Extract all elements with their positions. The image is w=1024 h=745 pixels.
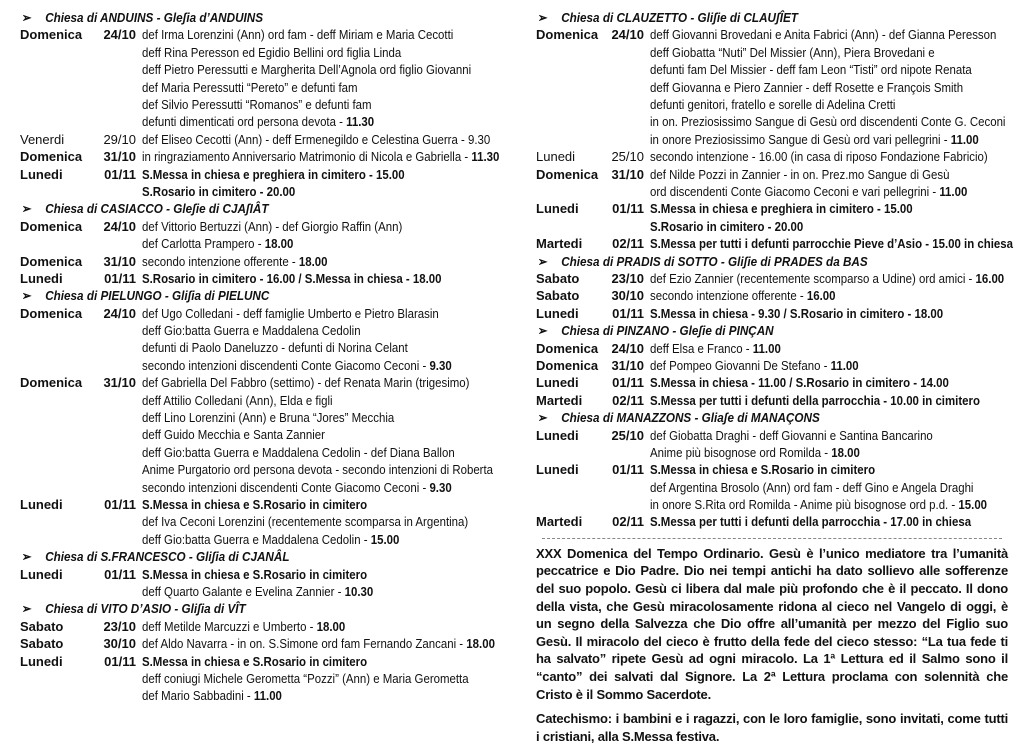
entry-date: 29/10 (103, 131, 136, 147)
intention-line (650, 444, 965, 461)
mass-time: 18.00 (298, 253, 328, 269)
entry-date: 02/11 (612, 392, 644, 408)
intention-line (650, 148, 988, 165)
entry-day: Lunedi (536, 462, 579, 478)
bullet-arrow-icon: ➢ (537, 253, 548, 269)
church-heading (536, 9, 961, 26)
bullet-arrow-icon: ➢ (21, 601, 32, 617)
intention-text: S.Rosario in cimitero - 20.00 (142, 183, 296, 199)
intention-line (650, 461, 987, 478)
intention-text: S.Messa in chiesa e preghiera in cimitero - 15.00 (650, 201, 913, 217)
intention-text: deff Pietro Peressutti e Margherita Dell’Agnola ord figlio Giovanni (142, 62, 472, 78)
church-heading (20, 9, 452, 26)
church-title: Chiesa di PIELUNGO - Gliʃia di PIELUNC (45, 288, 270, 304)
intention-line (142, 409, 493, 426)
intention-text: S.Rosario in cimitero - 16.00 / S.Messa in chiesa - 18.00 (142, 270, 442, 286)
entry-date: 31/10 (103, 253, 136, 269)
entry-day: Domenica (20, 375, 83, 391)
intention-line (142, 218, 457, 235)
bullet-arrow-icon: ➢ (21, 288, 32, 304)
entry-date: 24/10 (611, 27, 644, 43)
entry-intentions (650, 270, 1024, 287)
intention-line (650, 392, 980, 409)
entry-day: Domenica (536, 357, 599, 373)
intention-text: def Argentina Brosolo (Ann) ord fam - deff Gino e Angela Draghi (650, 479, 974, 495)
mass-entry (536, 200, 1008, 235)
bullet-arrow-icon: ➢ (21, 549, 32, 565)
entry-day: Sabato (20, 618, 64, 634)
intention-line (650, 427, 965, 444)
intention-text: S.Messa per tutti i defunti della parrocchia - 17.00 in chiesa (650, 514, 972, 530)
mass-time: 15.00 (370, 531, 400, 547)
intention-text: def Eliseo Cecotti (Ann) - deff Ermenegildo e Celestina Guerra - 9.30 (142, 131, 491, 147)
entry-date: 02/11 (612, 236, 644, 252)
intention-line (142, 166, 457, 183)
right-column (536, 9, 1014, 745)
intention-line (142, 253, 457, 270)
intention-text: def Pompeo Giovanni De Stefano - (650, 357, 831, 373)
entry-day: Domenica (20, 27, 83, 43)
entry-intentions (650, 26, 1024, 148)
church-heading (20, 287, 452, 304)
intention-line (142, 687, 469, 704)
intention-line (142, 635, 495, 652)
intention-line (650, 479, 987, 496)
intention-text: deff Gio:batta Guerra e Maddalena Cedolin - def Diana Ballon (142, 444, 455, 460)
entry-intentions (650, 200, 1008, 235)
intention-text: defunti dimenticati ord persona devota - (142, 114, 347, 130)
intention-line (142, 235, 457, 252)
mass-entry (536, 392, 1008, 409)
section-divider (542, 538, 1002, 539)
mass-time: 11.00 (950, 131, 979, 147)
intention-text: def Giobatta Draghi - deff Giovanni e Santina Bancarino (650, 427, 933, 443)
right-schedule (536, 9, 1014, 531)
church-section (20, 200, 500, 287)
entry-date: 23/10 (103, 618, 136, 634)
mass-time: 18.00 (831, 444, 860, 460)
entry-intentions (650, 166, 1011, 201)
entry-day: Lunedi (20, 497, 63, 512)
intention-line (142, 392, 493, 409)
mass-time: S.Messa in chiesa e S.Rosario in cimitero (142, 497, 368, 512)
mass-entry (20, 131, 500, 148)
mass-time: 10.30 (344, 583, 374, 599)
catechism-notice: Catechismo: i bambini e i ragazzi, con le loro famiglie, sono invitati, come tutti i cristiani, alla S.Messa festiva. (536, 711, 1008, 744)
mass-entry (20, 618, 500, 635)
mass-entry (536, 374, 1008, 391)
entry-date: 02/11 (612, 514, 644, 530)
mass-time: S.Messa in chiesa e S.Rosario in cimitero (142, 566, 368, 582)
mass-entry (536, 427, 1008, 462)
intention-text: secondo intenzione offerente - (142, 253, 299, 269)
entry-date: 01/11 (612, 201, 644, 217)
mass-entry (20, 496, 500, 548)
entry-day: Martedi (536, 236, 583, 252)
intention-line (142, 183, 457, 200)
entry-intentions (650, 392, 1024, 409)
intention-text: deff Metilde Marcuzzi e Umberto - (142, 618, 317, 634)
intention-line (142, 61, 471, 78)
intention-line (650, 374, 965, 391)
bullet-arrow-icon: ➢ (537, 10, 548, 25)
church-section (536, 9, 1014, 253)
intention-line (142, 305, 457, 322)
intention-text: deff Quarto Galante e Evelina Zannier - (142, 583, 345, 599)
entry-day: Domenica (20, 149, 83, 165)
intention-text: deff Giobatta “Nuti” Del Missier (Ann), Piera Brovedani e (650, 44, 935, 60)
entry-date: 01/11 (612, 305, 644, 321)
mass-entry (536, 166, 1008, 201)
intention-text: deff Attilio Colledani (Ann), Elda e figli (142, 392, 333, 408)
church-section (536, 322, 1008, 409)
entry-date: 30/10 (611, 288, 644, 304)
bullet-arrow-icon: ➢ (21, 201, 32, 217)
entry-date: 31/10 (103, 149, 136, 165)
intention-line (650, 235, 1013, 252)
entry-intentions (142, 305, 500, 375)
mass-time: 11.30 (471, 149, 500, 165)
intention-text: deff Gio:batta Guerra e Maddalena Cedolin (142, 323, 361, 339)
intention-line (142, 322, 457, 339)
intention-text: deff Gio:batta Guerra e Maddalena Cedolin - (142, 531, 371, 547)
intention-line (650, 26, 1005, 43)
intention-text: Anime Purgatorio ord persona devota - secondo intenzioni di Roberta (142, 462, 494, 478)
mass-time: 11.00 (830, 357, 859, 373)
intention-text: defunti fam Del Missier - deff fam Leon “Tisti” ord nipote Renata (650, 62, 972, 78)
entry-date: 24/10 (611, 340, 644, 356)
intention-text: def Aldo Navarra - in on. S.Simone ord fam Fernando Zancani - (142, 636, 467, 652)
mass-entry (20, 635, 500, 652)
church-title: Chiesa di S.FRANCESCO - Gliʃia di CJANÂL (45, 549, 290, 565)
mass-entry (536, 235, 1014, 252)
intention-line (142, 131, 490, 148)
entry-day: Lunedi (20, 270, 63, 286)
church-heading (20, 600, 452, 617)
mass-entry (536, 461, 1008, 513)
intention-text: secondo intenzione - 16.00 (in casa di riposo Fondazione Fabricio) (650, 149, 988, 165)
intention-text: deff Giovanni Brovedani e Anita Fabrici (Ann) - def Gianna Peresson (650, 27, 997, 43)
intention-line (650, 496, 987, 513)
intention-text: def Vittorio Bertuzzi (Ann) - def Giorgio Raffin (Ann) (142, 218, 403, 234)
entry-day: Domenica (20, 305, 83, 321)
entry-intentions (142, 148, 548, 165)
entry-date: 01/11 (104, 653, 136, 669)
entry-day: Domenica (20, 218, 83, 234)
entry-date: 25/10 (611, 149, 644, 165)
intention-line (650, 218, 965, 235)
intention-text: deff Lino Lorenzini (Ann) e Bruna “Jores” Mecchia (142, 410, 395, 426)
intention-text: S.Messa in chiesa - 11.00 / S.Rosario in cimitero - 14.00 (650, 375, 949, 391)
mass-entry (20, 148, 500, 165)
intention-text: def Ugo Colledani - deff famiglie Umberto e Pietro Blarasin (142, 305, 439, 321)
entry-intentions (142, 635, 543, 652)
intention-line (142, 531, 468, 548)
intention-line (650, 340, 965, 357)
intention-text: defunti genitori, fratello e sorelle di Adelina Cretti (650, 96, 896, 112)
intention-line (142, 339, 457, 356)
bullet-arrow-icon: ➢ (537, 410, 548, 426)
church-heading (20, 200, 452, 217)
intention-line (142, 44, 471, 61)
entry-intentions (142, 374, 541, 496)
entry-intentions (142, 131, 538, 148)
bullet-arrow-icon: ➢ (21, 10, 32, 25)
intention-text: def Mario Sabbadini - (142, 688, 254, 704)
intention-text: def Carlotta Prampero - (142, 236, 265, 252)
intention-text: in onore Preziosissimo Sangue di Gesù ord vari pellegrini - (650, 131, 951, 147)
entry-date: 24/10 (103, 27, 136, 43)
entry-day: Domenica (536, 27, 599, 43)
mass-entry (20, 218, 500, 253)
intention-line (142, 96, 471, 113)
mass-entry (536, 270, 1008, 287)
intention-line (142, 148, 499, 165)
church-heading (536, 253, 961, 270)
intention-line (142, 374, 493, 391)
entry-intentions (650, 148, 1024, 165)
intention-line (650, 513, 971, 530)
bullet-arrow-icon: ➢ (537, 323, 548, 339)
entry-date: 31/10 (103, 375, 136, 391)
intention-text: defunti di Paolo Daneluzzo - defunti di Norina Celant (142, 340, 408, 356)
entry-day: Sabato (536, 270, 580, 286)
entry-date: 01/11 (612, 462, 644, 478)
entry-intentions (142, 566, 500, 601)
entry-date: 25/10 (611, 427, 644, 443)
entry-date: 01/11 (104, 166, 136, 182)
intention-text: def Irma Lorenzini (Ann) ord fam - deff Miriam e Maria Cecotti (142, 27, 454, 43)
intention-line (142, 426, 493, 443)
entry-intentions (650, 374, 1008, 391)
entry-day: Sabato (20, 636, 64, 652)
mass-time: 11.30 (346, 114, 375, 130)
entry-intentions (650, 513, 1015, 530)
mass-entry (20, 566, 500, 601)
intention-text: deff Giovanna e Piero Zannier - deff Rosette e François Smith (650, 79, 964, 95)
intention-text: ord discendenti Conte Giacomo Ceconi e vari pellegrini - (650, 183, 940, 199)
entry-intentions (142, 496, 513, 548)
entry-day: Venerdi (20, 131, 65, 147)
entry-intentions (650, 357, 1008, 374)
church-title: Chiesa di CASIACCO - Gleʃie di CJAʃIÂT (45, 201, 269, 217)
entry-intentions (142, 653, 513, 705)
church-title: Chiesa di PRADIS di SOTTO - Gliʃie di PRADES da BAS (561, 253, 868, 269)
church-section (536, 253, 1008, 323)
intention-line (142, 461, 493, 478)
intention-text: in onore S.Rita ord Romilda - Anime più bisognose ord p.d. - (650, 497, 959, 513)
church-title: Chiesa di ANDUINS - Gleʃia d’ANDUINS (45, 10, 264, 25)
mass-entry (536, 357, 1008, 374)
intention-line (650, 131, 1005, 148)
intention-line (142, 479, 493, 496)
entry-day: Lunedi (536, 375, 579, 391)
intention-line (650, 200, 965, 217)
intention-text: S.Messa in chiesa - 9.30 / S.Rosario in cimitero - 18.00 (650, 305, 944, 321)
intention-line (142, 618, 457, 635)
church-section (536, 409, 1008, 531)
intention-text: def Nilde Pozzi in Zannier - in on. Prez.mo Sangue di Gesù (650, 166, 950, 182)
intention-line (650, 96, 1005, 113)
intention-text: S.Messa in chiesa e preghiera in cimitero - 15.00 (142, 166, 405, 182)
intention-text: def Iva Ceconi Lorenzini (recentemente scomparsa in Argentina) (142, 514, 469, 530)
mass-entry (536, 340, 1008, 357)
mass-time: 16.00 (975, 270, 1005, 286)
entry-intentions (650, 340, 1008, 357)
entry-day: Domenica (536, 340, 599, 356)
intention-text: def Silvio Peressutti “Romanos” e defunti fam (142, 96, 372, 112)
entry-date: 31/10 (611, 357, 644, 373)
mass-entry (20, 253, 500, 270)
intention-line (650, 305, 965, 322)
entry-day: Martedi (536, 514, 583, 530)
intention-text: deff Elsa e Franco - (650, 340, 753, 356)
entry-day: Lunedi (536, 427, 579, 443)
mass-entry (20, 653, 500, 705)
intention-line (142, 270, 457, 287)
entry-day: Lunedi (20, 166, 63, 182)
entry-day: Lunedi (20, 566, 63, 582)
entry-date: 01/11 (104, 566, 136, 582)
entry-date: 23/10 (611, 270, 644, 286)
intention-line (650, 183, 967, 200)
entry-intentions (650, 305, 1008, 322)
reflection-paragraph: XXX Domenica del Tempo Ordinario. Gesù è l’unico mediatore tra l’umanità peccatrice e Dio Padre. Dio nei tempi antichi ha dato sollievo alle sofferenze del suo popolo. Gesù ci libera dal male più profondo che è il peccato. Il dono della vista, che Gesù miracolosamente ridona al cieco nel Vangelo di oggi, è un segno della Salvezza che Dio offre all’umanità per mezzo del Figlio suo Gesù. Il miracolo del cieco è frutto della fede del cieco stesso: “La tua fede ti ha salvato” ripete Gesù ad ogni miracolo. La 1ª Lettura ed il Salmo sono il “canto” dei salvati dal Signore. La 2ª Lettura proclama con solennità che Cristo è il Sommo Sacerdote. (536, 545, 1008, 702)
intention-line (650, 166, 967, 183)
mass-entry (536, 305, 1008, 322)
church-heading (20, 548, 452, 565)
mass-time: 16.00 (806, 288, 836, 304)
intention-line (650, 79, 1005, 96)
intention-line (142, 79, 471, 96)
intention-line (650, 113, 1005, 130)
mass-time: S.Messa in chiesa e S.Rosario in cimitero (650, 462, 876, 478)
church-heading (536, 409, 961, 426)
intention-line (142, 653, 469, 670)
intention-text: S.Messa per tutti i defunti della parrocchia - 10.00 in cimitero (650, 392, 980, 408)
mass-entry (536, 26, 1008, 148)
entry-day: Lunedi (536, 201, 579, 217)
church-title: Chiesa di MANAZZONS - Gliaʃe di MANAÇONS (561, 410, 820, 426)
entry-day: Sabato (536, 288, 580, 304)
entry-date: 01/11 (104, 497, 136, 512)
mass-time: 9.30 (429, 357, 452, 373)
mass-time: 11.00 (939, 183, 968, 199)
intention-line (142, 583, 457, 600)
intention-text: deff Rina Peresson ed Egidio Bellini ord figlia Linda (142, 44, 402, 60)
entry-intentions (650, 427, 1008, 462)
intention-line (142, 444, 493, 461)
intention-text: secondo intenzioni discendenti Conte Giacomo Ceconi - (142, 479, 430, 495)
entry-day: Lunedi (20, 653, 63, 669)
entry-date: 01/11 (612, 375, 644, 391)
mass-time: S.Messa in chiesa e S.Rosario in cimitero (142, 653, 368, 669)
entry-date: 31/10 (611, 166, 644, 182)
mass-time: 18.00 (264, 236, 294, 252)
intention-text: def Gabriella Del Fabbro (settimo) - def Renata Marin (trigesimo) (142, 375, 470, 391)
mass-entry (20, 270, 500, 287)
entry-intentions (142, 26, 516, 130)
entry-day: Martedi (536, 392, 583, 408)
mass-entry (20, 305, 500, 375)
mass-entry (536, 287, 1008, 304)
church-title: Chiesa di CLAUZETTO - Gliʃie di CLAUʃÎET (561, 10, 798, 25)
entry-intentions (142, 618, 500, 635)
entry-intentions (650, 235, 1024, 252)
church-section (20, 287, 500, 548)
mass-entry (20, 374, 500, 496)
intention-text: def Ezio Zannier (recentemente scomparso a Udine) ord amici - (650, 270, 976, 286)
entry-day: Lunedi (536, 305, 579, 321)
intention-line (650, 357, 965, 374)
intention-line (142, 513, 468, 530)
mass-time: 11.00 (253, 688, 282, 704)
entry-date: 24/10 (103, 305, 136, 321)
intention-text: S.Rosario in cimitero - 20.00 (650, 218, 804, 234)
intention-text: deff Guido Mecchia e Santa Zannier (142, 427, 325, 443)
mass-entry (20, 166, 500, 201)
entry-day: Lunedi (536, 149, 576, 165)
church-heading (536, 322, 961, 339)
entry-day: Domenica (536, 166, 599, 182)
intention-line (142, 113, 471, 130)
intention-text: secondo intenzioni discendenti Conte Giacomo Ceconi - (142, 357, 430, 373)
entry-date: 30/10 (103, 636, 136, 652)
intention-line (650, 287, 965, 304)
intention-text: secondo intenzione offerente - (650, 288, 807, 304)
mass-entry (536, 513, 1008, 530)
entry-intentions (142, 166, 500, 201)
left-column (20, 9, 500, 705)
entry-date: 01/11 (104, 270, 136, 286)
mass-entry (536, 148, 1008, 165)
mass-time: 9.30 (429, 479, 452, 495)
intention-line (650, 61, 1005, 78)
intention-line (650, 44, 1005, 61)
intention-line (142, 670, 469, 687)
church-section (20, 600, 500, 704)
entry-intentions (142, 253, 500, 270)
mass-time: 18.00 (466, 636, 495, 652)
church-section (20, 9, 500, 200)
mass-time: 11.00 (752, 340, 781, 356)
church-title: Chiesa di PINZANO - Gleʃie di PINÇAN (561, 323, 774, 339)
mass-entry (20, 26, 500, 130)
intention-text: S.Messa per tutti i defunti parrocchie Pieve d’Asio - 15.00 in chiesa (650, 236, 1014, 252)
intention-text: in on. Preziosissimo Sangue di Gesù ord discendenti Conte G. Ceconi (650, 114, 1006, 130)
intention-line (142, 566, 457, 583)
entry-intentions (650, 461, 1024, 513)
entry-date: 24/10 (103, 218, 136, 234)
church-section (20, 548, 500, 600)
intention-line (142, 26, 471, 43)
intention-text: in ringraziamento Anniversario Matrimonio di Nicola e Gabriella - (142, 149, 472, 165)
entry-intentions (142, 218, 500, 253)
intention-line (142, 357, 457, 374)
intention-text: Anime più bisognose ord Romilda - (650, 444, 832, 460)
mass-time: 15.00 (958, 497, 988, 513)
entry-day: Domenica (20, 253, 83, 269)
intention-line (650, 270, 1004, 287)
intention-text: deff coniugi Michele Gerometta “Pozzi” (Ann) e Maria Gerometta (142, 670, 469, 686)
intention-text: def Maria Peressutti “Pereto” e defunti fam (142, 79, 358, 95)
entry-intentions (650, 287, 1008, 304)
entry-intentions (142, 270, 500, 287)
mass-time: 18.00 (316, 618, 346, 634)
church-title: Chiesa di VITO D’ASIO - Gliʃia di VÎT (45, 601, 246, 617)
intention-line (142, 496, 468, 513)
